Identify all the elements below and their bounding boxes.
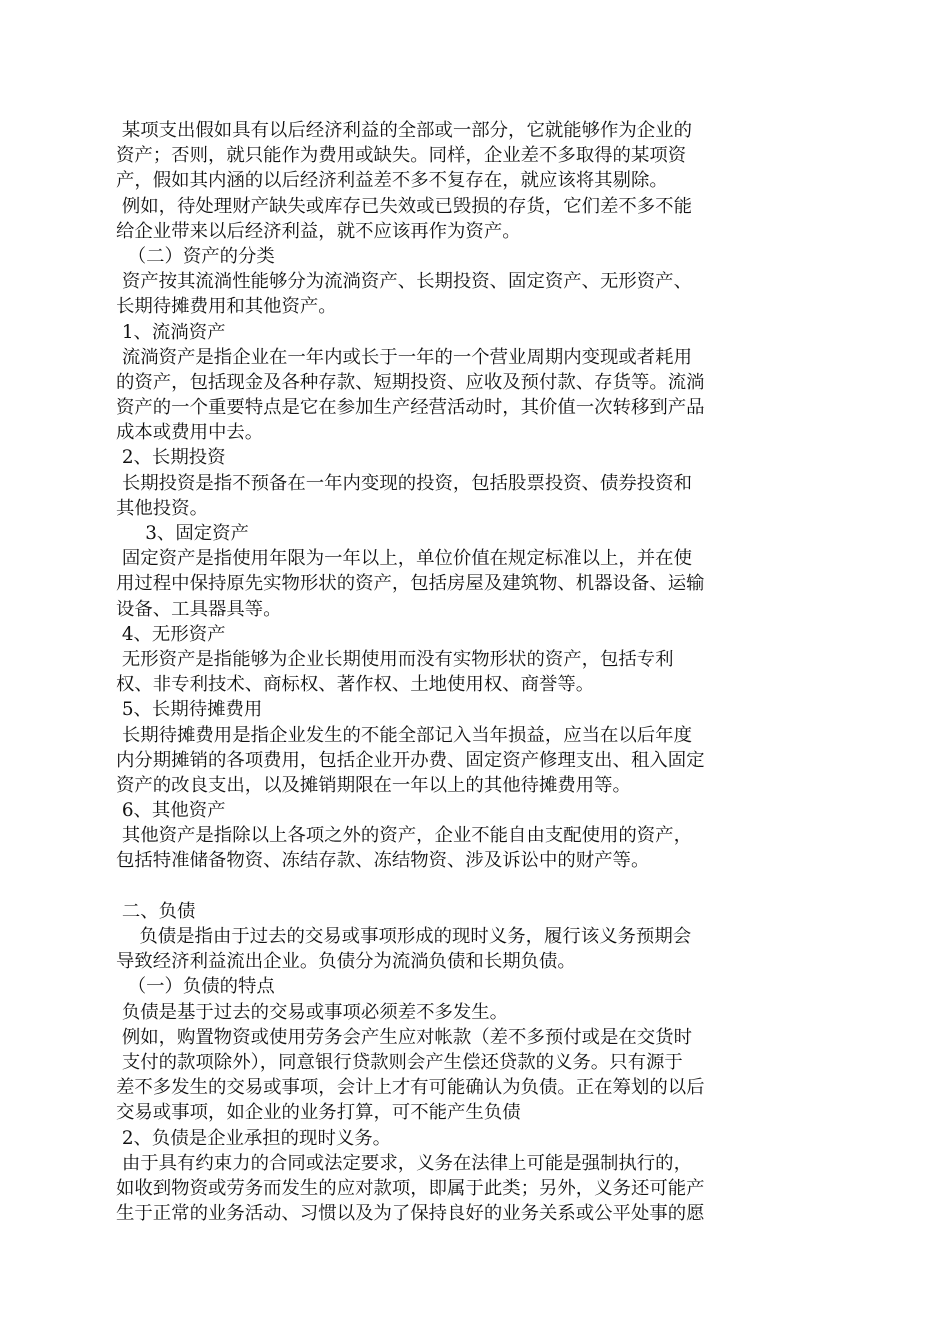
text-line: 交易或事项，如企业的业务打算，可不能产生负债 (116, 1102, 521, 1124)
text-line: 长期待摊费用是指企业发生的不能全部记入当年损益，应当在以后年度 (116, 724, 692, 746)
text-line: 成本或费用中去。 (116, 422, 264, 444)
subsection-heading: 3、固定资产 (116, 523, 249, 544)
subsection-heading: 5、长期待摊费用 (116, 699, 263, 721)
subsection-heading: 1、流淌资产 (116, 321, 226, 343)
text-line: 导致经济利益流出企业。负债分为流淌负债和长期负债。 (116, 951, 576, 973)
text-line: 资产的改良支出，以及摊销期限在一年以上的其他待摊费用等。 (116, 774, 631, 796)
text-line: 其他资产是指除以上各项之外的资产，企业不能自由支配使用的资产， (116, 825, 692, 847)
section-heading: （二）资产的分类 (116, 245, 275, 267)
text-line: 资产按其流淌性能够分为流淌资产、长期投资、固定资产、无形资产、 (116, 271, 692, 293)
subsection-heading: 4、无形资产 (116, 623, 226, 645)
text-line: 例如，待处理财产缺失或库存已失效或已毁损的存货，它们差不多不能 (116, 195, 692, 217)
text-line: 流淌资产是指企业在一年内或长于一年的一个营业周期内变现或者耗用 (116, 346, 692, 368)
text-line: 如收到物资或劳务而发生的应对款项，即属于此类；另外，义务还可能产 (116, 1177, 705, 1199)
blank-line (116, 874, 830, 899)
text-line: 生于正常的业务活动、习惯以及为了保持良好的业务关系或公平处事的愿 (116, 1203, 705, 1225)
subsection-heading: 2、长期投资 (116, 447, 226, 469)
text-line: 由于具有约束力的合同或法定要求，义务在法律上可能是强制执行的， (116, 1152, 692, 1174)
text-line: 资产的一个重要特点是它在参加生产经营活动时，其价值一次转移到产品 (116, 397, 705, 419)
text-line: 例如，购置物资或使用劳务会产生应对帐款（差不多预付或是在交货时 (116, 1026, 692, 1048)
document-body (116, 118, 830, 1226)
subsection-heading: （一）负债的特点 (116, 976, 275, 998)
text-line: 资产；否则，就只能作为费用或缺失。同样，企业差不多取得的某项资 (116, 145, 687, 167)
text-line: 支付的款项除外），同意银行贷款则会产生偿还贷款的义务。只有源于 (116, 1051, 683, 1073)
text-line: 用过程中保持原先实物形状的资产，包括房屋及建筑物、机器设备、运输 (116, 573, 705, 595)
text-line: 给企业带来以后经济利益，就不应该再作为资产。 (116, 220, 521, 242)
text-line: 某项支出假如具有以后经济利益的全部或一部分，它就能够作为企业的 (116, 120, 692, 141)
subsection-heading: 6、其他资产 (116, 800, 226, 822)
text-line: 长期待摊费用和其他资产。 (116, 296, 337, 318)
text-line: 其他投资。 (116, 497, 208, 519)
text-line: 负债是指由于过去的交易或事项形成的现时义务，履行该义务预期会 (116, 926, 692, 947)
subsection-heading: 2、负债是企业承担的现时义务。 (116, 1127, 392, 1149)
text-line: 产，假如其内涵的以后经济利益差不多不复存在，就应该将其剔除。 (116, 170, 668, 192)
text-line: 固定资产是指使用年限为一年以上，单位价值在规定标准以上，并在使 (116, 548, 692, 570)
text-line: 权、非专利技术、商标权、著作权、土地使用权、商誉等。 (116, 674, 595, 696)
text-line: 设备、工具器具等。 (116, 598, 282, 620)
text-line: 无形资产是指能够为企业长期使用而没有实物形状的资产，包括专利 (116, 648, 674, 670)
section-heading: 二、负债 (116, 900, 196, 922)
text-line: 负债是基于过去的交易或事项必须差不多发生。 (116, 1001, 509, 1023)
text-line: 包括特准储备物资、冻结存款、冻结物资、涉及诉讼中的财产等。 (116, 850, 650, 872)
text-line: 差不多发生的交易或事项，会计上才有可能确认为负债。正在筹划的以后 (116, 1077, 705, 1099)
text-line: 的资产，包括现金及各种存款、短期投资、应收及预付款、存货等。流淌 (116, 371, 705, 393)
text-line: 内分期摊销的各项费用，包括企业开办费、固定资产修理支出、租入固定 (116, 749, 705, 771)
text-line: 长期投资是指不预备在一年内变现的投资，包括股票投资、债券投资和 (116, 472, 692, 494)
